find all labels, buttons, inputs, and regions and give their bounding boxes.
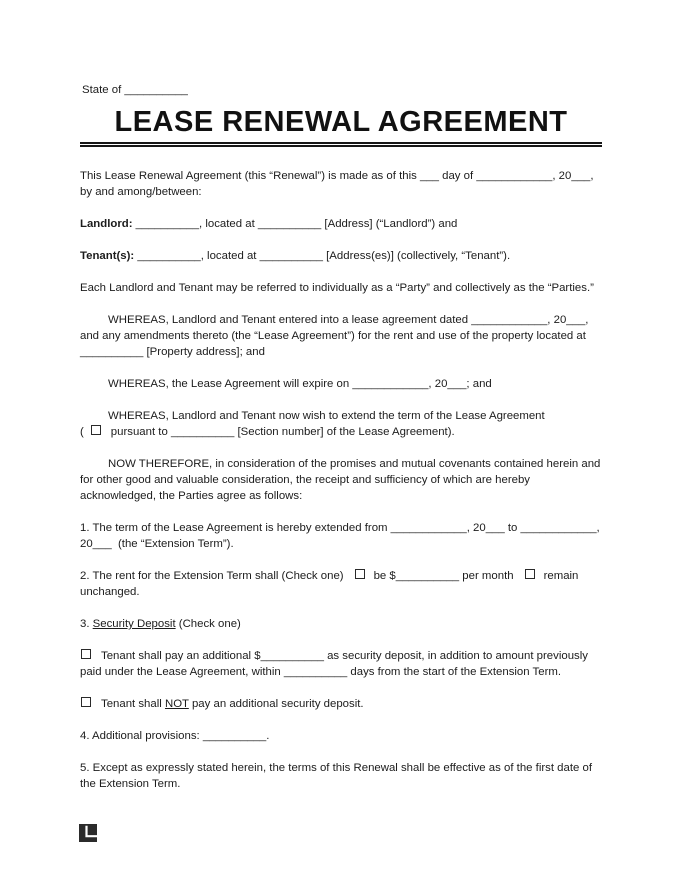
deposit-none-before: Tenant shall	[101, 698, 165, 710]
landlord-label: Landlord:	[80, 218, 133, 230]
deposit-pay-text: Tenant shall pay an additional $__________ as security deposit, in addition to amount previously paid under the Lease Agreement, within __________ days from the start of the Extension Term.	[80, 650, 588, 678]
deposit-none-paragraph	[80, 696, 602, 712]
intro-paragraph: This Lease Renewal Agreement (this “Renewal”) is made as of this ___ day of ____________, 20___, by and among/between:	[80, 170, 594, 198]
clause3-suffix: (Check one)	[175, 618, 241, 630]
whereas-lease-paragraph: WHEREAS, Landlord and Tenant entered into a lease agreement dated ____________, 20___, and any amendments thereto (the “Lease Agreement”) for the rent and use of the property located at __________ [Property address]; and	[80, 314, 589, 358]
rent-amount-checkbox[interactable]	[355, 569, 365, 579]
tenant-paragraph	[80, 248, 602, 264]
whereas-expire-paragraph: WHEREAS, the Lease Agreement will expire on ____________, 20___; and	[108, 378, 492, 390]
parties-paragraph: Each Landlord and Tenant may be referred to individually as a “Party” and collectively as the “Parties.”	[80, 282, 594, 294]
clause5-effective-paragraph: 5. Except as expressly stated herein, the terms of this Renewal shall be effective as of the first date of the Extension Term.	[80, 762, 593, 790]
state-of-line: State of __________	[82, 84, 188, 96]
whereas-extend-paragraph	[80, 408, 602, 440]
brand-logo	[79, 824, 602, 842]
title-rule	[80, 142, 602, 147]
clause2-text: 2. The rent for the Extension Term shall (Check one)	[80, 570, 344, 582]
deposit-none-after: pay an additional security deposit.	[188, 698, 364, 710]
landlord-text: __________, located at __________ [Address] (“Landlord”) and	[132, 218, 458, 230]
pay-deposit-checkbox[interactable]	[81, 649, 91, 659]
section-number-checkbox[interactable]	[91, 425, 101, 435]
clause3-number: 3.	[80, 618, 93, 630]
document-title: LEASE RENEWAL AGREEMENT	[114, 106, 568, 138]
whereas-extend-line1: WHEREAS, Landlord and Tenant now wish to extend the term of the Lease Agreement	[108, 410, 545, 422]
open-paren: (	[80, 426, 84, 438]
landlord-paragraph	[80, 216, 602, 232]
legal-templates-logo-icon	[79, 824, 97, 842]
tenant-text: __________, located at __________ [Address(es)] (collectively, “Tenant”).	[134, 250, 511, 262]
clause3-heading-paragraph	[80, 616, 602, 632]
whereas-extend-line2: pursuant to __________ [Section number] of the Lease Agreement).	[110, 426, 455, 438]
clause4-provisions-paragraph: 4. Additional provisions: __________.	[80, 730, 270, 742]
clause1-term-paragraph: 1. The term of the Lease Agreement is hereby extended from ____________, 20___ to ____________, 20___ (the “Extension Term”).	[80, 522, 600, 550]
clause3-heading: Security Deposit	[92, 618, 176, 630]
clause2-option-amount: be $__________ per month	[373, 570, 514, 582]
clause2-option-unchanged: remain unchanged.	[80, 570, 579, 598]
rent-unchanged-checkbox[interactable]	[525, 569, 535, 579]
deposit-none-not: NOT	[164, 698, 189, 710]
now-therefore-paragraph: NOW THEREFORE, in consideration of the promises and mutual covenants contained herein and for other good and valuable consideration, the receipt and sufficiency of which are hereby acknowledged, the Parties agree as follows:	[80, 458, 601, 502]
tenant-label: Tenant(s):	[80, 250, 135, 262]
deposit-pay-paragraph	[80, 648, 602, 680]
no-deposit-checkbox[interactable]	[81, 697, 91, 707]
clause2-rent-paragraph	[80, 568, 602, 600]
